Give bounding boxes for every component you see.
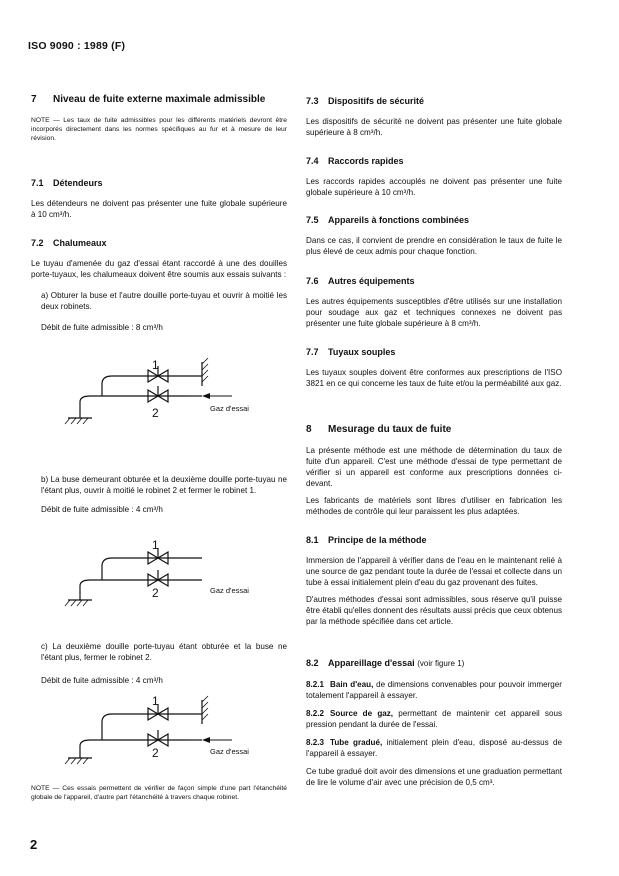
section-8-1-para-2: D'autres méthodes d'essai sont admissibles, sous réserve qu'il puisse être établi qu'elles donnent des résultats aussi précis que ceux obtenus par la méthode spécifiée dans cet article. bbox=[306, 595, 562, 626]
section-7-7-text: Les tuyaux souples doivent être conformes aux prescriptions de l'ISO 3821 en ce qui concerne les taux de fuite et/ou la perméabilité aux gaz. bbox=[306, 368, 562, 388]
section-7-4-heading: 7.4 Raccords rapides bbox=[306, 156, 404, 166]
section-7-1-heading: 7.1 Détendeurs bbox=[31, 178, 103, 188]
section-7-1-text: Les détendeurs ne doivent pas présenter une fuite globale supérieure à 10 cm³/h. bbox=[31, 199, 287, 219]
section-7-2 bbox=[31, 238, 287, 333]
section-7-2-heading: 7.2 Chalumeaux bbox=[31, 238, 107, 248]
section-7-heading: 7 Niveau de fuite externe maximale admissible bbox=[31, 94, 266, 105]
section-7-4 bbox=[306, 156, 562, 198]
section-7-1 bbox=[31, 178, 287, 220]
diagram-b bbox=[60, 538, 260, 608]
section-8-para-1: La présente méthode est une méthode de détermination du taux de fuite d'un appareil. C'est une méthode d'essai de type permettant de vérifier si un appareil est conforme aux prescriptions données ci-devant. bbox=[306, 446, 562, 488]
section-8-para-2: Les fabricants de matériels sont libres d'utiliser en fabrication les méthodes de contrôle qui leur paraissent les plus adaptées. bbox=[306, 496, 562, 516]
test-b-debit: Débit de fuite admissible : 4 cm³/h bbox=[41, 505, 163, 514]
valve-1-label: 1 bbox=[152, 358, 159, 372]
valve-2-label: 2 bbox=[152, 586, 159, 600]
section-7-5-text: Dans ce cas, il convient de prendre en considération le taux de fuite le plus élevé de ceux admis pour chaque fonction. bbox=[306, 236, 562, 256]
test-c-text: c) La deuxième douille porte-tuyau étant obturée et la buse ne l'étant plus, fermer le robinet 2. bbox=[41, 642, 287, 662]
tests-note: NOTE — Ces essais permettent de vérifier de façon simple d'une part l'étanchéité globale de l'appareil, d'autre part l'étanchéité à travers chaque robinet. bbox=[31, 785, 287, 801]
section-7-3-text: Les dispositifs de sécurité ne doivent pas présenter une fuite globale supérieure à 8 cm³/h. bbox=[306, 117, 562, 137]
section-7-6-heading: 7.6 Autres équipements bbox=[306, 276, 415, 286]
page-number: 2 bbox=[30, 837, 38, 852]
section-7-5-heading: 7.5 Appareils à fonctions combinées bbox=[306, 215, 470, 225]
valve-1-label: 1 bbox=[152, 538, 159, 552]
section-8-2-heading: 8.2 Appareillage d'essai (voir figure 1) bbox=[306, 658, 465, 668]
section-8-2-1: 8.2.1 Bain d'eau, de dimensions convenables pour pouvoir immerger totalement l'appareil à essayer. bbox=[306, 680, 563, 700]
test-gas-label: Gaz d'essai bbox=[210, 747, 249, 756]
section-7 bbox=[31, 94, 287, 143]
section-8-2-3-para-2: Ce tube gradué doit avoir des dimensions et une graduation permettant de lire le volume d'air avec une précision de 0,5 cm³. bbox=[306, 767, 562, 787]
valve-2-label: 2 bbox=[152, 406, 159, 420]
section-7-7 bbox=[306, 347, 562, 389]
section-7-6 bbox=[306, 276, 562, 329]
section-8-2-2: 8.2.2 Source de gaz, permettant de maintenir cet appareil sous pression pendant la durée de l'essai. bbox=[306, 709, 563, 729]
test-c-debit: Débit de fuite admissible : 4 cm³/h bbox=[41, 676, 163, 685]
test-b-text: b) La buse demeurant obturée et la deuxième douille porte-tuyau ne l'étant plus, ouvrir à moitié le robinet 2 et fermer le robinet 1. bbox=[41, 475, 287, 495]
section-8-heading: 8 Mesurage du taux de fuite bbox=[306, 424, 452, 435]
section-8-2-3: 8.2.3 Tube gradué, initialement plein d'eau, disposé au-dessus de l'appareil à essayer. bbox=[306, 738, 563, 758]
section-8-1 bbox=[306, 535, 562, 627]
section-7-2-note bbox=[31, 784, 287, 802]
section-7-3-heading: 7.3 Dispositifs de sécurité bbox=[306, 96, 425, 106]
section-7-6-text: Les autres équipements susceptibles d'être utilisés sur une installation pour soudage aux gaz et techniques connexes ne doivent pas présenter une fuite globale supérieure à 8 cm³/h. bbox=[306, 297, 562, 328]
valve-2-label: 2 bbox=[152, 746, 159, 760]
section-7-4-text: Les raccords rapides accouplés ne doivent pas présenter une fuite globale supérieure à 10 cm³/h. bbox=[306, 177, 562, 197]
document-header: ISO 9090 : 1989 (F) bbox=[28, 40, 126, 52]
section-7-5 bbox=[306, 215, 562, 257]
diagram-c bbox=[60, 692, 260, 770]
diagram-a bbox=[60, 356, 260, 436]
section-7-note: NOTE — Les taux de fuite admissibles pour les différents matériels devront être incorporés directement dans les normes spécifiques au fur et à mesure de leur révision. bbox=[31, 117, 287, 142]
section-7-2-intro: Le tuyau d'amenée du gaz d'essai étant raccordé à une des douilles porte-tuyaux, les chalumeaux doivent être soumis aux essais suivants : bbox=[31, 259, 287, 279]
test-a-debit: Débit de fuite admissible : 8 cm³/h bbox=[41, 323, 163, 332]
valve-1-label: 1 bbox=[152, 694, 159, 708]
test-gas-label: Gaz d'essai bbox=[210, 404, 249, 413]
test-a-text: a) Obturer la buse et l'autre douille porte-tuyau et ouvrir à moitié les deux robinets. bbox=[41, 291, 287, 311]
test-c bbox=[31, 641, 287, 686]
section-8-2 bbox=[306, 658, 562, 788]
section-8-1-para-1: Immersion de l'appareil à vérifier dans de l'eau en le maintenant relié à une source de gaz pendant toute la durée de l'essai et collecte dans un tube à essai initialement plein d'eau du gaz provenant des fuites. bbox=[306, 556, 562, 587]
section-8 bbox=[306, 424, 562, 517]
section-7-7-heading: 7.7 Tuyaux souples bbox=[306, 347, 396, 357]
section-7-3 bbox=[306, 96, 562, 138]
section-8-1-heading: 8.1 Principe de la méthode bbox=[306, 535, 427, 545]
test-gas-label: Gaz d'essai bbox=[210, 586, 249, 595]
test-b bbox=[31, 474, 287, 515]
